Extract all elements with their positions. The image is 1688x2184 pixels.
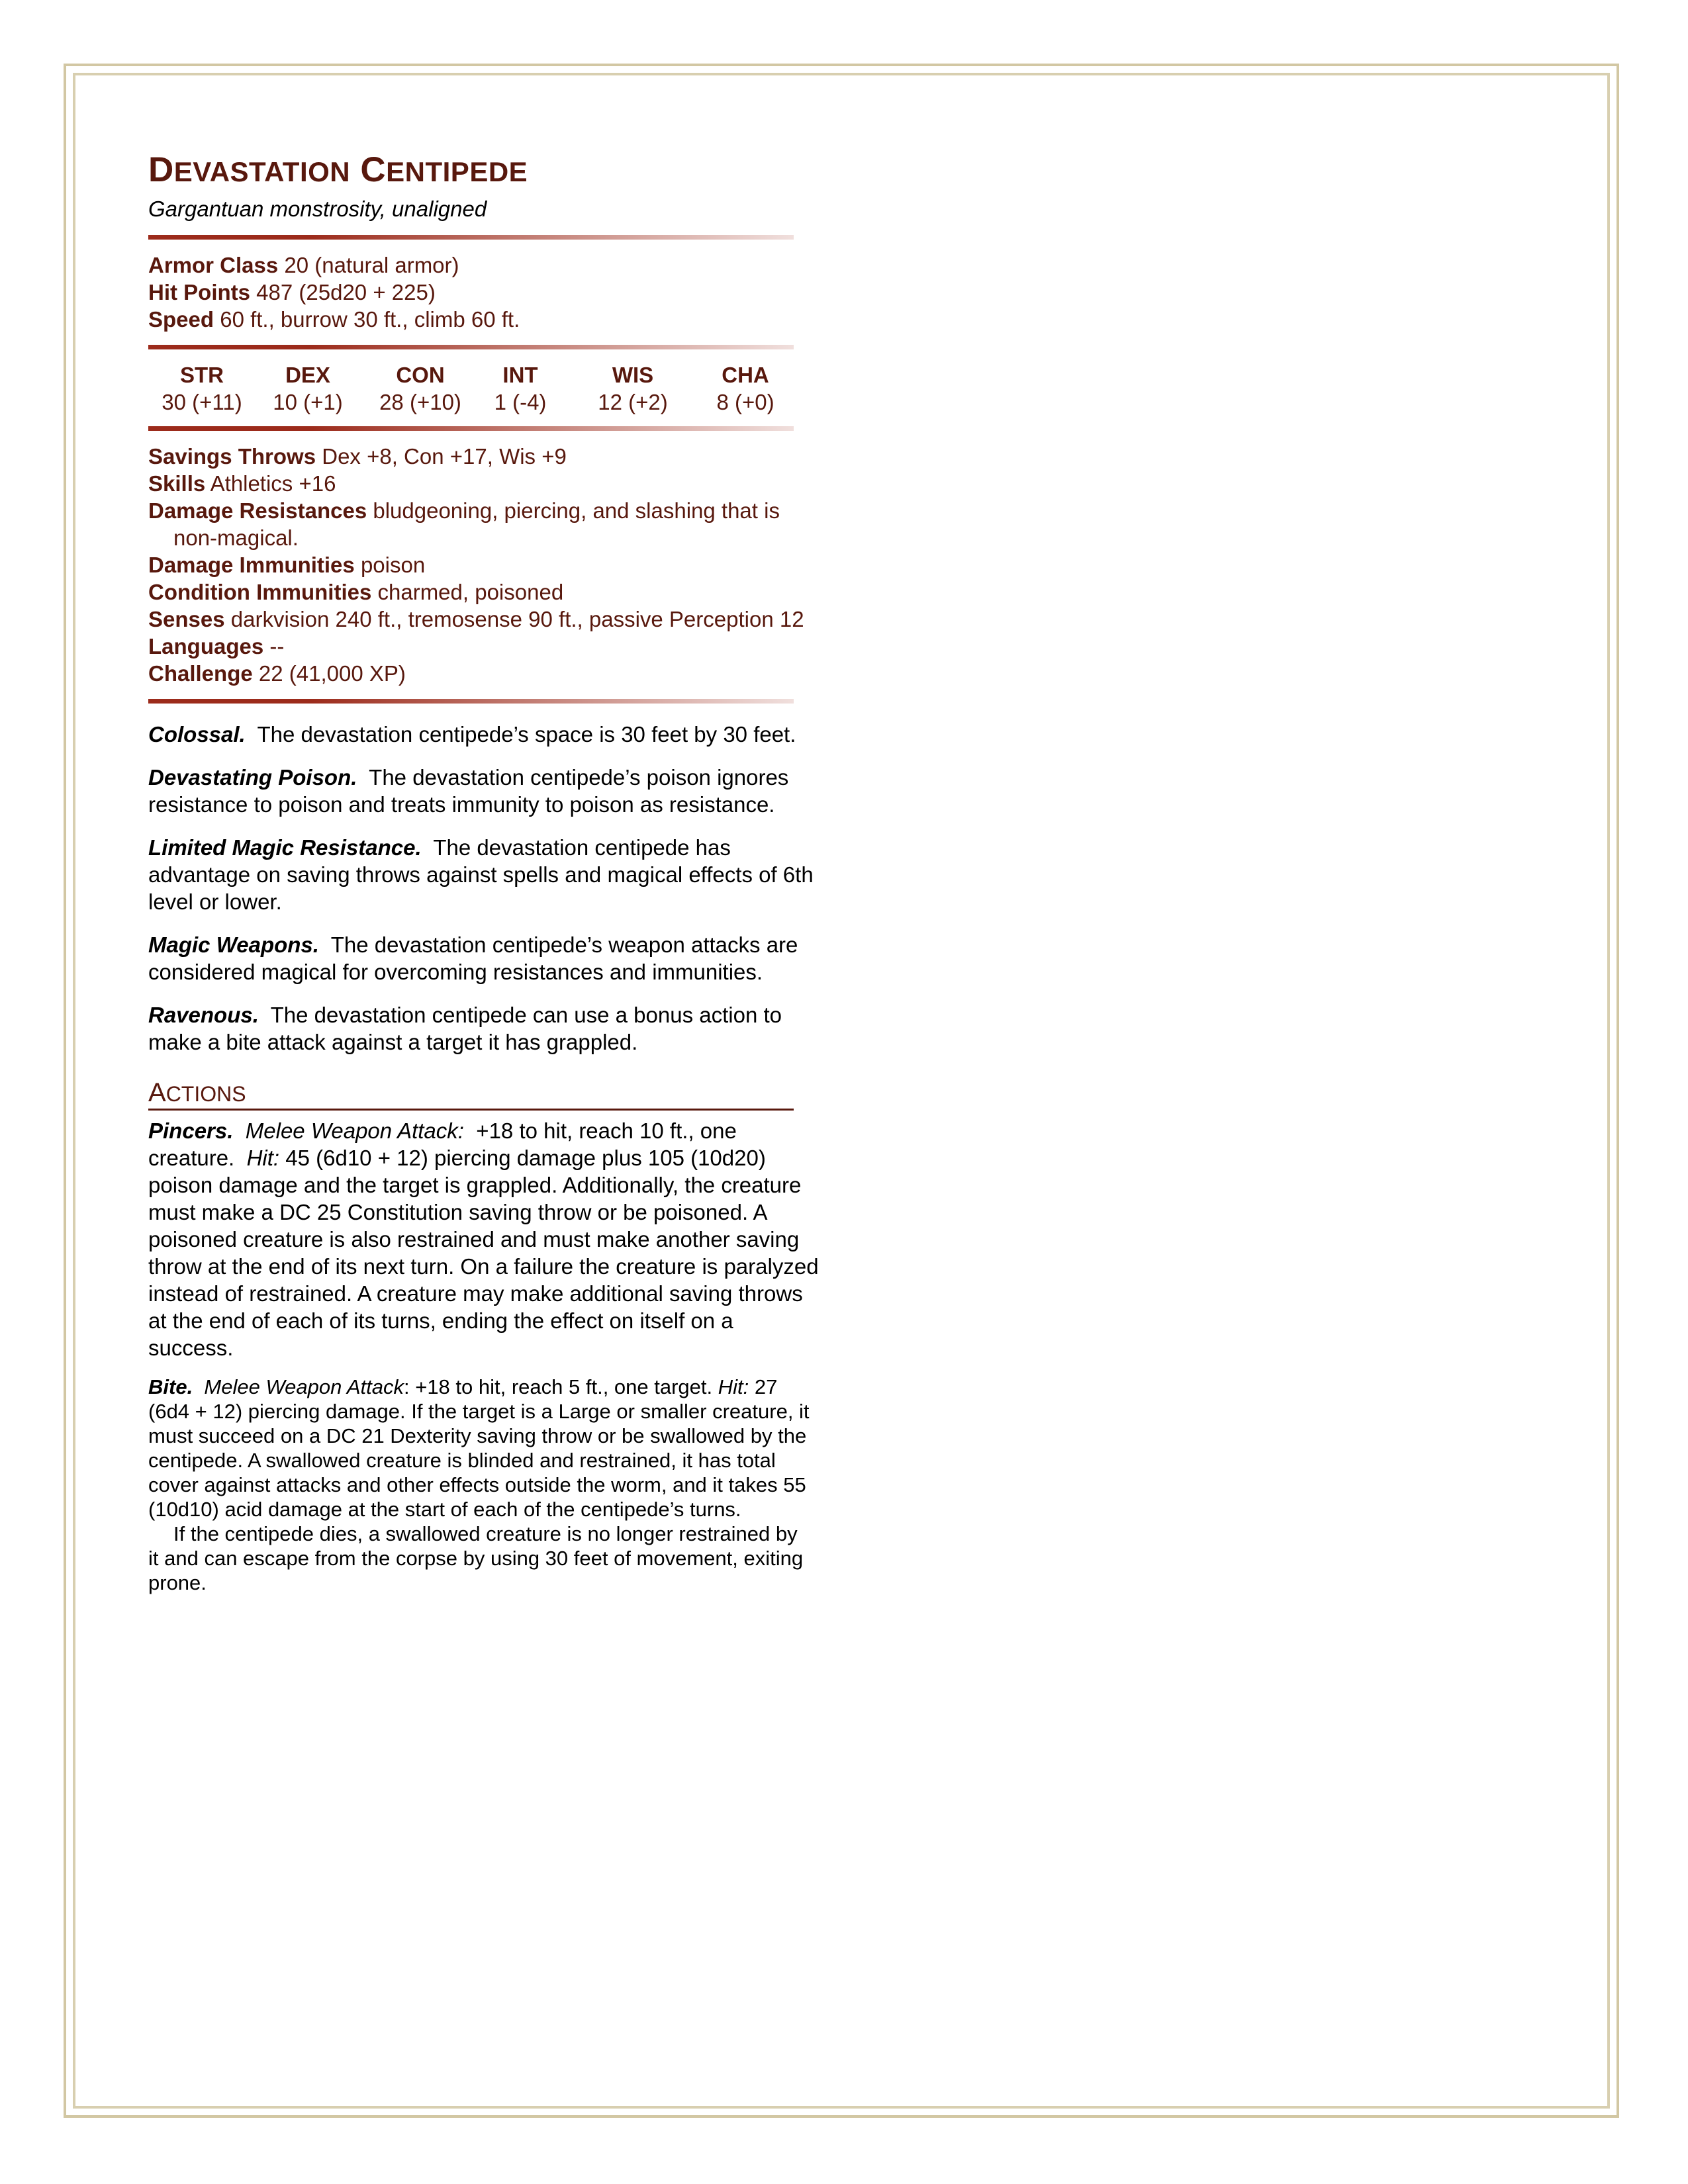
skills: Skills Athletics +16 — [148, 471, 336, 496]
basic-stats — [148, 251, 823, 333]
condition-immunities: Condition Immunities charmed, poisoned — [148, 580, 564, 604]
ability-int: INT 1 (-4) — [494, 363, 547, 414]
damage-resistances: Damage Resistances bludgeoning, piercing, and slashing that is non-magical. — [148, 498, 780, 550]
divider — [148, 345, 794, 349]
trait-colossal: Colossal. The devastation centipede’s space is 30 feet by 30 feet. — [148, 722, 796, 747]
action-pincers: Pincers. Melee Weapon Attack: +18 to hit, reach 10 ft., one creature. Hit: 45 (6d10 + 12) piercing damage plus 105 (10d20) poison damage and the target is grappled. Additionally, the creature must make a DC 25 Constitution saving throw or be poisoned. A poisoned creature is also restrained and must make another saving throw at the end of its next turn. On a failure the creature is paralyzed instead of restrained. A creature may make additional saving throws at the end of each of its turns, ending the effect on itself on a success. — [148, 1118, 819, 1360]
ability-cha: CHA 8 (+0) — [716, 363, 774, 414]
damage-immunities: Damage Immunities poison — [148, 553, 426, 577]
trait-ravenous: Ravenous. The devastation centipede can use a bonus action to make a bite attack against a target it has grappled. — [148, 1003, 782, 1054]
ability-dex: DEX 10 (+1) — [273, 363, 343, 414]
ability-str: STR 30 (+11) — [162, 363, 242, 414]
trait-magic-weapons: Magic Weapons. The devastation centipede’s weapon attacks are considered magical for overcoming resistances and immunities. — [148, 933, 798, 984]
trait-devastating-poison: Devastating Poison. The devastation centipede’s poison ignores resistance to poison and treats immunity to poison as resistance. — [148, 765, 789, 817]
divider — [148, 235, 794, 240]
detail-stats — [148, 443, 823, 687]
stat-block — [148, 152, 823, 1595]
ability-con: CON 28 (+10) — [379, 363, 461, 414]
actions-heading: ACTIONS — [148, 1078, 794, 1111]
trait-limited-magic-resistance: Limited Magic Resistance. The devastation centipede has advantage on saving throws against spells and magical effects of 6th level or lower. — [148, 835, 814, 914]
ability-wis: WIS 12 (+2) — [598, 363, 668, 414]
armor-class: Armor Class 20 (natural armor) — [148, 253, 459, 277]
traits — [148, 721, 823, 1056]
saving-throws: Savings Throws Dex +8, Con +17, Wis +9 — [148, 444, 567, 469]
senses: Senses darkvision 240 ft., tremosense 90 ft., passive Perception 12 — [148, 607, 804, 631]
action-bite: Bite. Melee Weapon Attack: +18 to hit, reach 5 ft., one target. Hit: 27 (6d4 + 12) piercing damage. If the target is a Large or smaller creature, it must succeed on a DC 21 Dexterity saving throw or be swallowed by the centipede. A swallowed creature is blinded and restrained, it has total cover against attacks and other effects outside the worm, and it takes 55 (10d10) acid damage at the start of each of the centipede’s turns. If the centipede dies, a swallowed creature is no longer restrained by it and can escape from the corpse by using 30 feet of movement, exiting prone. — [148, 1375, 810, 1594]
challenge: Challenge 22 (41,000 XP) — [148, 661, 406, 686]
monster-name: DEVASTATION CENTIPEDE — [148, 150, 528, 189]
hit-points: Hit Points 487 (25d20 + 225) — [148, 280, 436, 304]
divider — [148, 699, 794, 704]
divider — [148, 426, 794, 431]
monster-type: Gargantuan monstrosity, unaligned — [148, 197, 487, 221]
ability-scores — [148, 361, 794, 416]
speed: Speed 60 ft., burrow 30 ft., climb 60 ft. — [148, 307, 520, 332]
languages: Languages -- — [148, 634, 285, 659]
